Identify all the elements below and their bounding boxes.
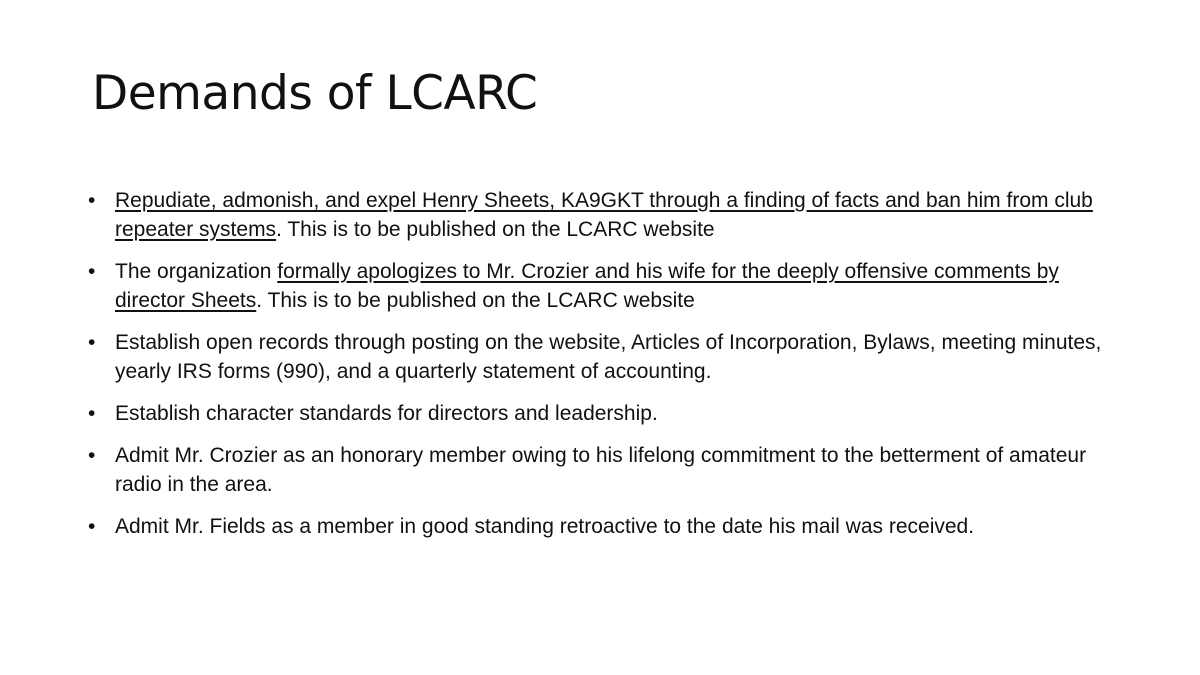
- bullet-item-character-standards: [88, 399, 1128, 428]
- bullet-text: . This is to be published on the LCARC website: [256, 289, 695, 312]
- bullet-text: The organization: [115, 260, 278, 283]
- bullet-list: [88, 186, 1128, 554]
- bullet-item-open-records: [88, 328, 1128, 386]
- bullet-text: Admit Mr. Fields as a member in good standing retroactive to the date his mail was received.: [115, 515, 975, 538]
- bullet-text: Establish character standards for directors and leadership.: [115, 402, 658, 425]
- bullet-item-expel-sheets: [88, 186, 1128, 244]
- bullet-icon: •: [88, 189, 96, 212]
- bullet-text: Establish open records through posting on the website, Articles of Incorporation, Bylaws, meeting minutes, yearly IRS forms (990), and a quarterly statement of accounting.: [115, 331, 1102, 383]
- bullet-underlined-text: formally apologizes to Mr. Crozier and his wife for the deeply offensive comments by director Sheets: [115, 260, 1059, 312]
- bullet-icon: •: [88, 331, 96, 354]
- slide-title: Demands of LCARC: [92, 66, 538, 121]
- bullet-text: Admit Mr. Crozier as an honorary member owing to his lifelong commitment to the betterment of amateur radio in the area.: [115, 444, 1087, 496]
- bullet-icon: •: [88, 260, 96, 283]
- bullet-icon: •: [88, 515, 96, 538]
- bullet-item-admit-fields: [88, 512, 1128, 541]
- bullet-underlined-text: Repudiate, admonish, and expel Henry Sheets, KA9GKT through a finding of facts and ban him from club repeater systems: [115, 189, 1093, 241]
- bullet-icon: •: [88, 402, 96, 425]
- bullet-item-admit-crozier: [88, 441, 1128, 499]
- bullet-text: . This is to be published on the LCARC website: [276, 218, 715, 241]
- bullet-icon: •: [88, 444, 96, 467]
- bullet-item-apology: [88, 257, 1128, 315]
